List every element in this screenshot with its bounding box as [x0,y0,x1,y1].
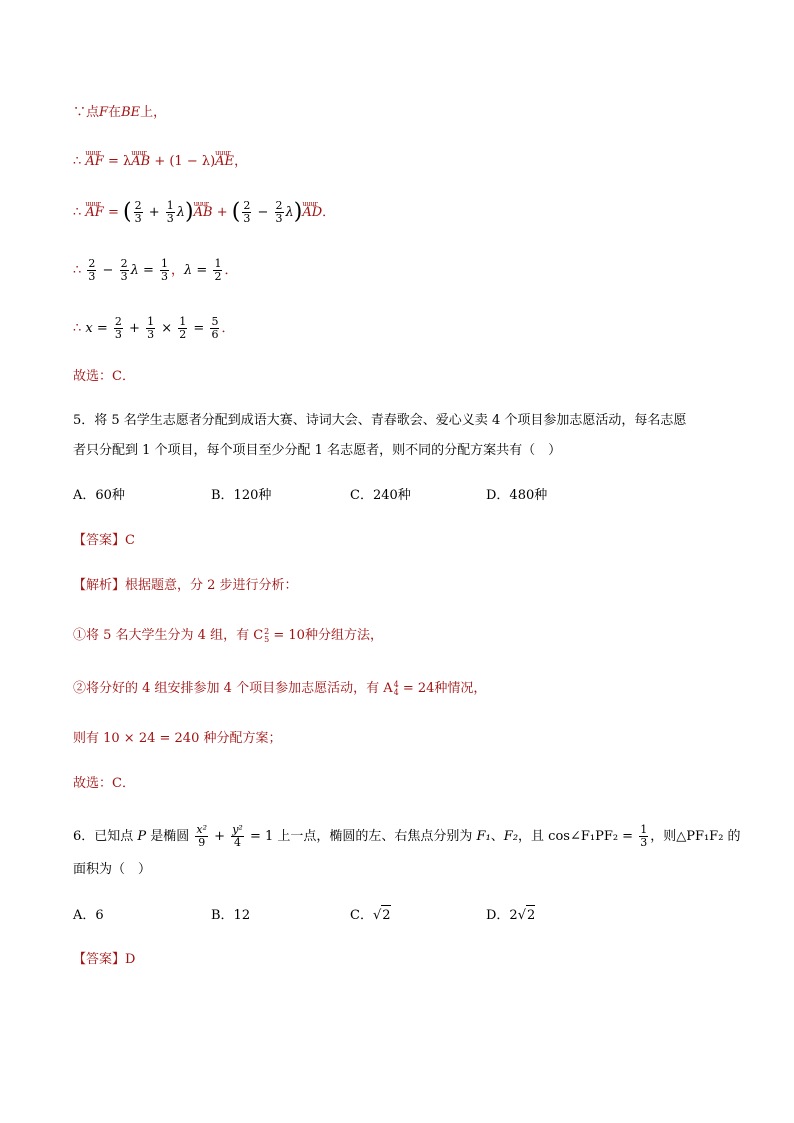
q6-option-a: A．6 [73,908,104,923]
analysis-label: 【解析】 [73,578,126,593]
frac-1-3: $\frac{1}{3}$ [147,315,155,341]
segment-be: BE [121,105,141,120]
q5-option-c: C．240种 [350,488,411,503]
solution-line-4: ∴ $\frac{2}{3}$ − $\frac{2}{3}$ λ = $\frac{1}{3}$ ，λ = $\frac{1}{2}$ ． [73,257,238,283]
frac-2-3: $\frac{2}{3}$ [275,199,283,225]
q5-text-line1: 5．将 5 名学生志愿者分配到成语大赛、诗词大会、青春歌会、爱心义卖 4 个项目参加志愿活动，每名志愿 [73,413,687,428]
q5-analysis [73,576,298,596]
frac-1-3: $\frac{1}{3}$ [161,257,169,283]
eq-lambda: = λ [103,154,132,169]
solution-line-3: ∴ uuur AF = ( $\frac{2}{3}$ + $\frac{1}{3}$ λ)uuur AB + ( $\frac{2}{3}$ − $\frac{2}{3}$ λ)uuur AD． [73,200,335,225]
frac-2-3: $\frac{2}{3}$ [120,257,128,283]
answer-value: C [125,533,135,548]
q5-step2: ②将分好的 4 组安排参加 4 个项目参加志愿活动，有 A 4 4 = 24种情况， [73,679,487,697]
therefore-symbol: ∴ [73,205,82,220]
therefore-symbol: ∴ [73,321,82,336]
q6-options [73,905,535,926]
q5-text-line2: 者只分配到 1 个项目，每个项目至少分配 1 名志愿者，则不同的分配方案共有（ ） [73,443,562,458]
q5-options [73,486,547,506]
solution-line-5: ∴ x = $\frac{2}{3}$ + $\frac{1}{3}$ × $\frac{1}{2}$ = $\frac{5}{6}$ ． [73,315,235,341]
choose-c-prev: 故选：C． [73,369,135,384]
q6-text-line1: 6．已知点 P 是椭圆 $\frac{\text{x²}}{9}$ + $\frac{\text{y²}}{4}$ = 1 上一点，椭圆的左、右焦点分别为 F₁、F₂，且 cos∠F₁PF₂ = $\frac{1}{3}$ ，则△PF₁F₂ 的 [73,823,741,849]
vector-ab: uuur AB [131,152,150,172]
one-minus-lambda: + (1 − λ) [150,154,216,169]
frac-2-3: $\frac{2}{3}$ [88,257,96,283]
vector-ae: uuur AE [215,152,234,172]
x-eq: x = [85,321,112,336]
focus-f2: F₂ [503,829,519,844]
because-text: ∵点 [73,105,100,120]
therefore-symbol: ∴ [73,263,82,278]
q6-option-c: C．√2 [350,905,486,926]
frac-2-3: $\frac{2}{3}$ [134,199,142,225]
q6-option-b: B．12 [211,908,251,923]
point-p: P [137,829,147,844]
frac-2-3: $\frac{2}{3}$ [243,199,251,225]
q6-answer [73,950,135,970]
frac-2-3: $\frac{2}{3}$ [114,315,122,341]
q5-step1: ①将 5 名大学生分为 4 组，有 C 2 5 = 10种分组方法， [73,626,383,644]
q5-result: 则有 10 × 24 = 240 种分配方案； [73,731,282,746]
vector-af: uuur AF [85,152,103,172]
on-text: 在 [108,105,122,120]
q5-option-d: D．480种 [486,488,548,503]
equals: = [103,205,124,220]
line-end: ， [234,154,248,169]
q5-option-b: B．120种 [211,488,272,503]
frac-1-2: $\frac{1}{2}$ [214,257,222,283]
q6-text-line2: 面积为（ ） [73,862,152,877]
q5-choose: 故选：C． [73,776,135,791]
frac-y2-4: $\frac{\text{y²}}{4}$ [232,823,243,849]
frac-1-2: $\frac{1}{2}$ [179,315,187,341]
q5-option-a: A．60种 [73,488,125,503]
point-f: F [99,105,109,120]
solution-line-2 [73,152,247,172]
vector-ad: uuur AD [302,203,322,223]
answer-value: D [125,952,136,967]
frac-x2-9: $\frac{\text{x²}}{9}$ [196,823,208,849]
frac-1-3: $\frac{1}{3}$ [166,199,174,225]
focus-f1: F₁ [476,829,491,844]
vector-ab: uuur AB [194,203,213,223]
frac-1-3: $\frac{1}{3}$ [640,823,648,849]
vector-af: uuur AF [85,203,103,223]
q6-option-d: D．2√2 [486,905,535,926]
q5-answer [73,531,135,551]
therefore-symbol: ∴ [73,154,82,169]
frac-5-6: $\frac{5}{6}$ [211,315,219,341]
answer-label: 【答案】 [73,952,126,967]
analysis-text: 根据题意，分 2 步进行分析： [125,578,298,593]
solution-line-1 [73,103,166,123]
answer-label: 【答案】 [73,533,126,548]
up-text: 上， [140,105,167,120]
